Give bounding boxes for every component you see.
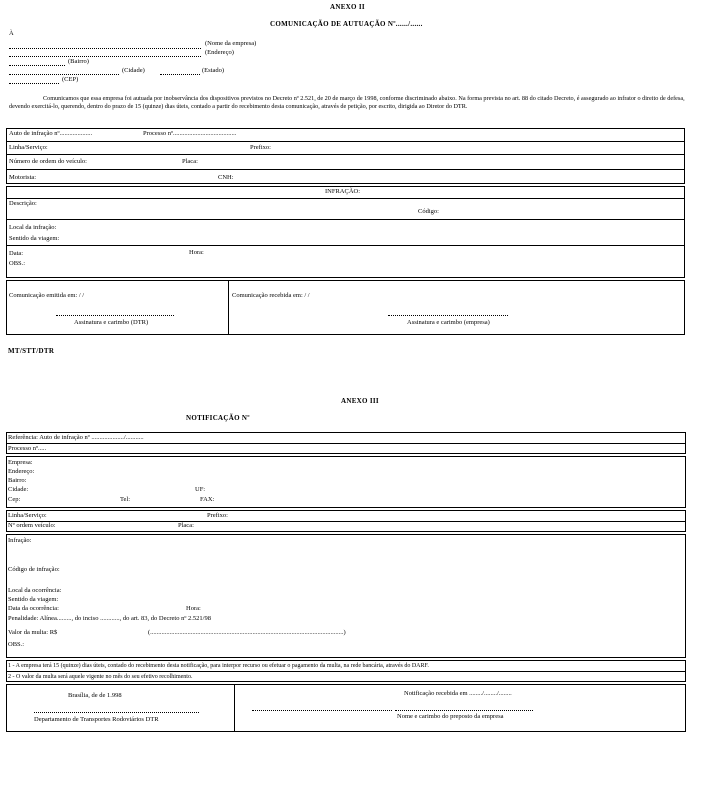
cep-label: Cep:: [8, 496, 21, 503]
anexo3-title: ANEXO III: [341, 397, 379, 405]
auto-label: Auto de infração nº....................: [9, 130, 93, 137]
anexo3-subtitle: NOTIFICAÇÃO Nº: [186, 414, 250, 422]
recebida-label: Comunicação recebida em: / /: [232, 292, 310, 299]
anexo3-hora: Hora:: [186, 605, 201, 612]
motorista-label: Motorista:: [9, 174, 37, 181]
note-2: 2 - O valor da multa será aquele vigente no mês do seu efetivo recolhimento.: [8, 674, 193, 680]
anexo3-local: Local da ocorrência:: [8, 587, 62, 594]
fax-label: FAX:: [200, 496, 215, 503]
anexo3-data: Data da ocorrência:: [8, 605, 59, 612]
anexo3-linha: Linha/Serviço:: [8, 512, 47, 519]
infracao-box: [6, 186, 685, 278]
anexo3-sentido: Sentido da viagem:: [8, 596, 59, 603]
anexo2-subtitle: COMUNICAÇÃO DE AUTUAÇÃO Nº....../......: [270, 20, 423, 28]
tel-label: Tel:: [120, 496, 131, 503]
codigo-label: Código:: [418, 208, 439, 215]
addr-bairro: (Bairro): [68, 58, 89, 65]
anexo3-infracao: Infração:: [8, 537, 32, 544]
addr-estado: (Estado): [202, 67, 225, 74]
addr-nome: (Nome da empresa): [205, 40, 257, 47]
placa-label: Placa:: [182, 158, 198, 165]
numero-ordem-label: Número de ordem do veículo:: [9, 158, 87, 165]
anexo3-valor-paren: (.......................................................................................................................): [148, 629, 346, 636]
anexo3-ordem: Nº ordem veículo:: [8, 522, 56, 529]
auto-box: [6, 128, 685, 184]
addr-endereco: (Endereço): [205, 49, 234, 56]
anexo2-title: ANEXO II: [330, 3, 365, 11]
sentido-label: Sentido da viagem:: [9, 235, 60, 242]
local-label: Local da infração:: [9, 224, 57, 231]
addr-cidade: (Cidade): [122, 67, 145, 74]
addr-line-2: [9, 56, 201, 57]
nome-carimbo: Nome e carimbo do preposto da empresa: [397, 713, 504, 720]
prefixo-label: Prefixo:: [250, 144, 271, 151]
addr-line-3: [9, 65, 65, 66]
processo-label: Processo nº.......................................: [143, 130, 237, 137]
anexo3-processo: Processo nº.....: [8, 445, 47, 452]
descricao-label: Descrição:: [9, 200, 37, 207]
emitida-label: Comunicação emitida em: / /: [9, 292, 85, 299]
addr-line-6: [9, 83, 59, 84]
infracao-box-3: [6, 534, 686, 658]
anexo3-recebida: Notificação recebida em ......../......../........: [404, 690, 512, 697]
obs-label: OBS.:: [9, 260, 26, 267]
addr-line-1: [9, 48, 201, 49]
cidade-label: Cidade:: [8, 486, 29, 493]
uf-label: UF:: [195, 486, 206, 493]
mid-label: MT/STT/DTR: [8, 347, 55, 355]
empresa-label: Empresa:: [8, 459, 33, 466]
empresa-box: [6, 456, 686, 508]
anexo3-penalidade: Penalidade: Alínea........., do inciso ............, do art. 83, do Decreto nº 2.521/98: [8, 615, 211, 622]
assinatura-empresa: Assinatura e carimbo (empresa): [407, 319, 490, 326]
hora-label: Hora:: [189, 249, 204, 256]
data-label: Data:: [9, 250, 24, 257]
anexo3-valor: Valor da multa: R$: [8, 629, 58, 636]
linha-label: Linha/Serviço:: [9, 144, 48, 151]
note-1: 1 - A empresa terá 15 (quinze) dias úteis, contado do recebimento desta notificação, para interpor recurso ou efetuar o pagamento da multa, na rede bancária, através do DARF.: [8, 663, 429, 669]
referencia-label: Referência: Auto de infração nº ..................../...........: [8, 434, 144, 441]
anexo2-paragraph: Comunicamos que essa empresa foi autuada por inobservância dos dispositivos previstos no Decreto nº 2.521, de 20 de março de 1998, conforme discriminado abaixo. Na forma prevista no art. 88 do citado Decreto, é assegurado ao infrator o direito de defesa, devendo exercitá-lo, querendo, dentro do prazo de 15 (quinze) dias úteis, contado a partir do recebimento desta comunicação, através de petição, por escrito, dirigida ao Diretor do DTR.: [9, 95, 685, 110]
addr-line-4: [9, 74, 119, 75]
anexo3-obs: OBS.:: [8, 641, 25, 648]
addr-cep: (CEP): [62, 76, 79, 83]
comunicacao-box: [6, 280, 685, 335]
cnh-label: CNH:: [218, 174, 234, 181]
infracao-label: INFRAÇÃO:: [325, 188, 361, 195]
endereco-label: Endereço:: [8, 468, 35, 475]
assinatura-dtr: Assinatura e carimbo (DTR): [74, 319, 149, 326]
dept-label: Departamento de Transportes Rodoviários DTR: [34, 716, 159, 723]
brasilia-date: Brasília, de de 1.998: [68, 692, 122, 699]
addr-line-5: [160, 74, 200, 75]
bairro-label: Bairro:: [8, 477, 27, 484]
anexo3-prefixo: Prefixo:: [207, 512, 228, 519]
anexo2-to: À: [9, 30, 14, 37]
anexo3-placa: Placa:: [178, 522, 194, 529]
anexo3-codigo: Código de infração:: [8, 566, 60, 573]
